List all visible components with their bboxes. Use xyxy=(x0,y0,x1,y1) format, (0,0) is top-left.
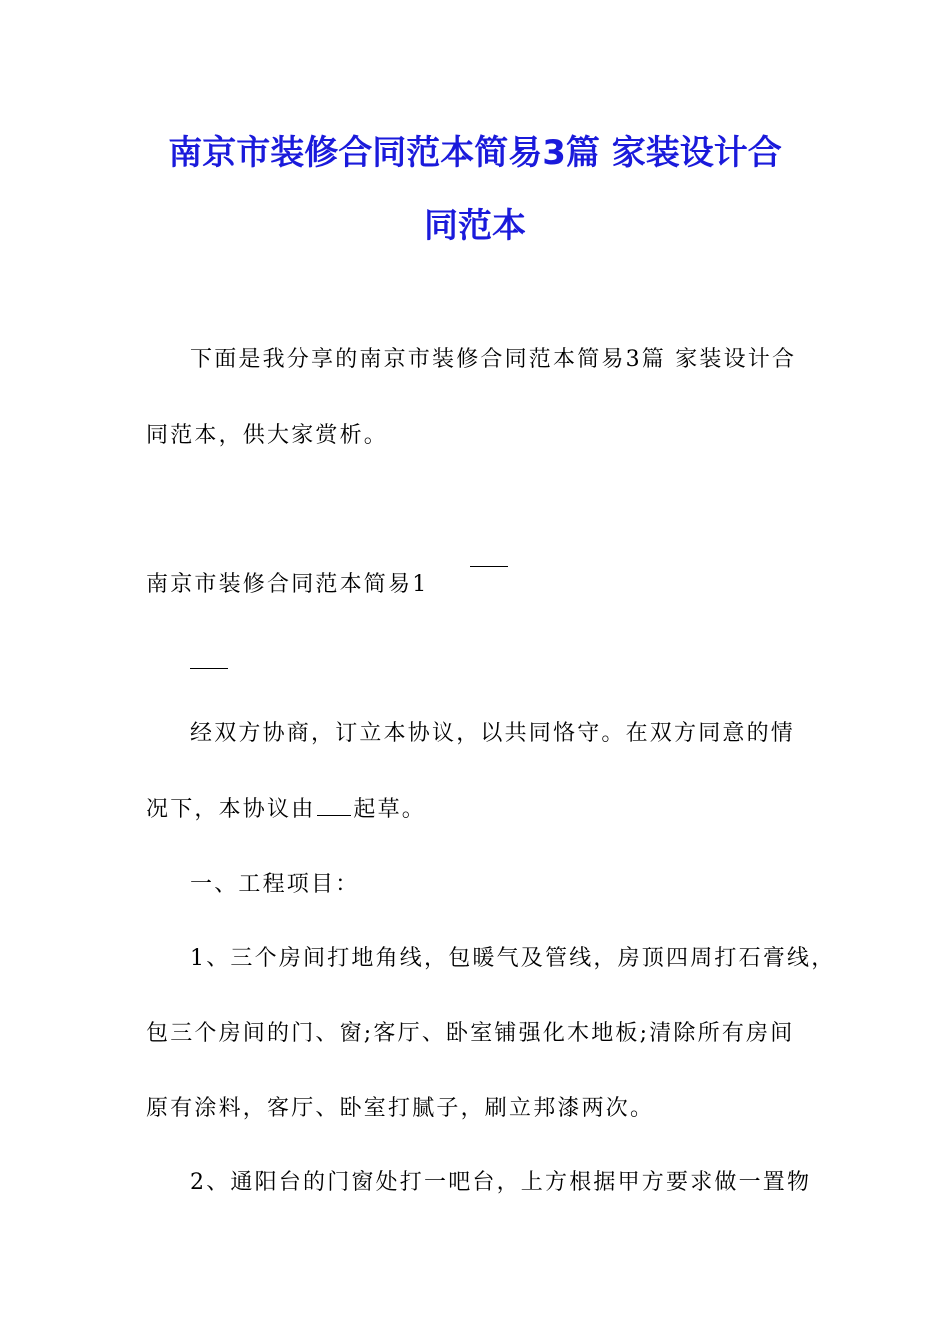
item-1-line-1: 1、三个房间打地角线，包暖气及管线，房顶四周打石膏线， xyxy=(190,946,836,971)
paragraph-1-line-1: 经双方协商，订立本协议，以共同恪守。在双方同意的情 xyxy=(190,721,796,746)
blank-line xyxy=(317,795,351,816)
paragraph-1-line-2 xyxy=(146,795,426,825)
item-1-line-3: 原有涂料，客厅、卧室打腻子，刷立邦漆两次。 xyxy=(146,1096,655,1121)
document-title-line-1: 南京市装修合同范本简易3篇 家装设计合 xyxy=(168,133,782,173)
intro-line-1: 下面是我分享的南京市装修合同范本简易3篇 家装设计合 xyxy=(190,347,797,372)
section-heading: 南京市装修合同范本简易1 xyxy=(146,572,429,597)
item-1-line-2: 包三个房间的门、窗;客厅、卧室铺强化木地板;清除所有房间 xyxy=(146,1021,795,1046)
item-2-line-1: 2、通阳台的门窗处打一吧台，上方根据甲方要求做一置物 xyxy=(190,1170,812,1195)
blank-line xyxy=(470,566,508,567)
section-heading-engineering: 一、工程项目： xyxy=(190,872,360,897)
paragraph-1-text-a: 况下，本协议由 xyxy=(146,797,316,822)
intro-line-2: 同范本，供大家赏析。 xyxy=(146,423,389,448)
document-title-line-2: 同范本 xyxy=(424,206,526,246)
paragraph-1-text-b: 起草。 xyxy=(353,797,427,822)
blank-line xyxy=(190,668,228,669)
